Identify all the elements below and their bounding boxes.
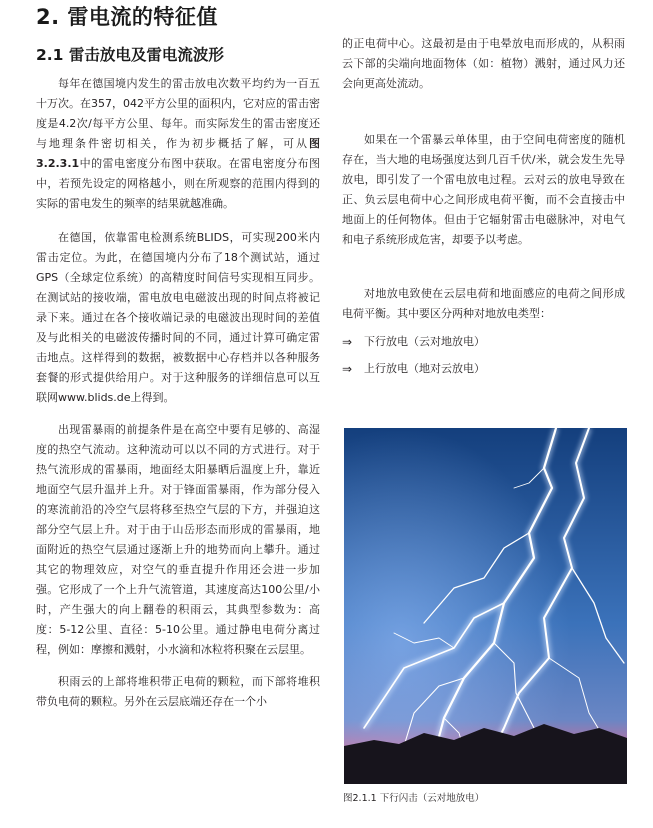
arrow-icon: ⇒ (342, 334, 353, 349)
section-title: 2. 雷电流的特征值 (36, 5, 218, 29)
paragraph-cloud-discharge: 如果在一个雷暴云单体里，由于空间电荷密度的随机存在，当大地的电场强度达到几百千伏/米，就会发生先导放电，即引发了一个雷电放电过程。云对云的放电导致在正、负云层电荷中心之间形成电荷平衡，而不会直接击中地面上的任何物体。但由于它辐射雷击电磁脉冲，对电气和电子系统形成危害，却要予以考虑。 (342, 133, 625, 246)
figure-reference-link: 图3.2.3.1 (36, 137, 320, 170)
arrow-icon: ⇒ (342, 361, 353, 376)
paragraph-ground-discharge: 对地放电致使在云层电荷和地面感应的电荷之间形成电荷平衡。其中要区分两种对地放电类型： (342, 287, 625, 320)
list-item-text: 下行放电（云对地放电） (364, 334, 485, 348)
figure-caption: 图2.1.1 下行闪击（云对地放电） (343, 793, 485, 804)
left-column (36, 74, 320, 712)
paragraph-thunderstorm-conditions: 出现雷暴雨的前提条件是在高空中要有足够的、高湿度的热空气流动。这种流动可以以不同的方式进行。对于热气流形成的雷暴雨，地面经太阳暴晒后温度上升，靠近地面空气层升温并上升。对于锋面雷暴雨，作为部分侵入的寒流前沿的冷空气层将移至热空气层的下方，并强迫这部分空气层上升。对于由于山岳形态而形成的雷暴雨，地面附近的热空气层通过逐渐上升的地势而向上攀升。通过其它的物理效应，对空气的垂直提升作用还会进一步加强。它形成了一个上升气流管道，其速度高达100公里/小时，产生强大的向上翻卷的积雨云，其典型参数为：高度：5-12公里、直径：5-10公里。通过静电电荷分离过程，例如：摩擦和溅射，小水滴和冰粒将积聚在云层里。 (36, 423, 320, 656)
right-column (342, 34, 625, 382)
list-item (342, 355, 625, 382)
paragraph-annual-strikes: 每年在德国境内发生的雷击放电次数平均约为一百五十万次。在357，042平方公里的面积内，它对应的雷击密度是4.2次/每平方公里、每年。而实际发生的雷击密度还与地理条件密切相关，作为初步概括了解，可从图3.2.3.1中的雷电密度分布图中获取。在雷电密度分布图中，若预先设定的网格越小，则在所观察的范围内得到的实际的雷电发生的频率的结果就越准确。 (36, 77, 320, 210)
paragraph-continuation: 的正电荷中心。这最初是由于电晕放电而形成的，从积雨云下部的尖端向地面物体（如：植物）溅射，通过风力还会向更高处流动。 (342, 37, 625, 90)
discharge-type-list (342, 328, 625, 382)
paragraph-blids: 在德国，依靠雷电检测系统BLIDS，可实现200米内雷击定位。为此，在德国境内分布了18个测试站，通过GPS（全球定位系统）的高精度时间信号实现相互同步。在测试站的接收端，雷电放电电磁波出现的时间点将被记录下来。通过在各个接收端记录的电磁波出现时间的差值及与此相关的电磁波传播时间的不同，通过计算可确定雷击地点。这样得到的数据，被数据中心存档并以各种服务套餐的形式提供给用户。对于这种服务的详细信息可以互联网www.blids.de上得到。 (36, 231, 320, 404)
paragraph-charge-distribution: 积雨云的上部将堆积带正电荷的颗粒，而下部将堆积带负电荷的颗粒。另外在云层底端还存在一个小 (36, 675, 320, 708)
lightning-photo (344, 428, 627, 784)
list-item-text: 上行放电（地对云放电） (364, 361, 485, 375)
list-item (342, 328, 625, 355)
subsection-title: 2.1 雷击放电及雷电流波形 (36, 46, 224, 64)
